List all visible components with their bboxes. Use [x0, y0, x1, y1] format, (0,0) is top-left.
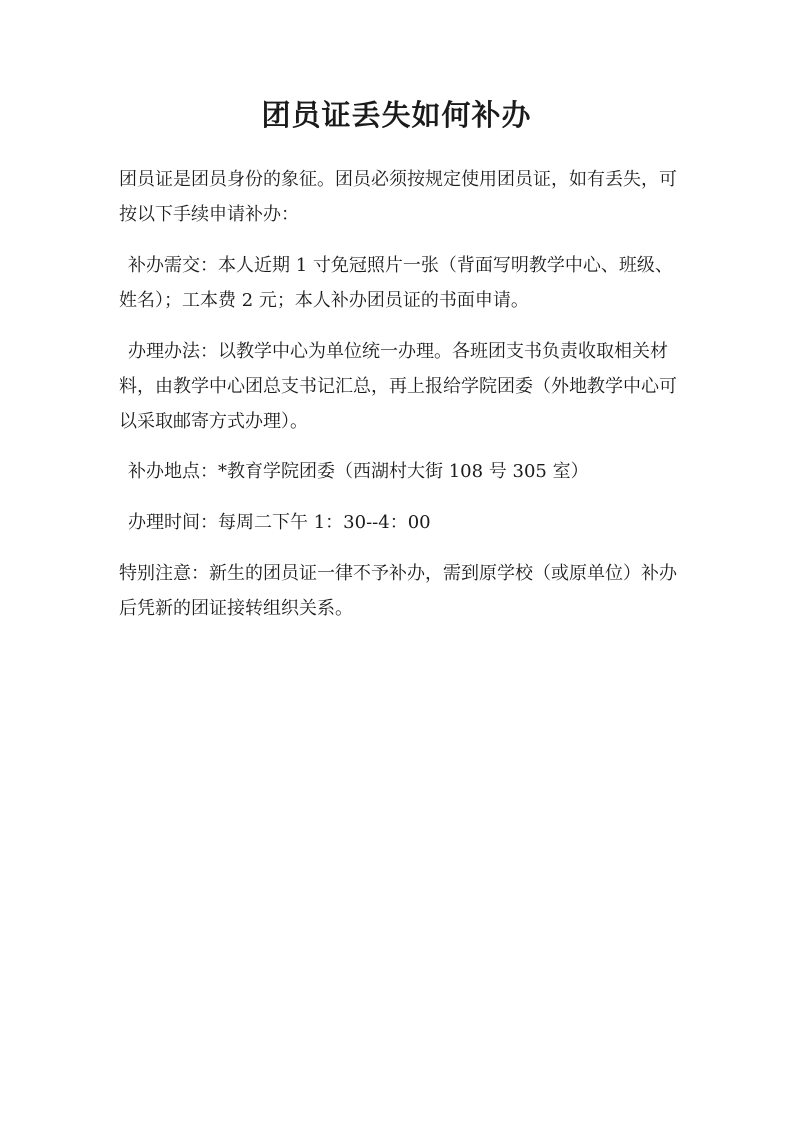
special-notice-paragraph: 特别注意：新生的团员证一律不予补办，需到原学校（或原单位）补办后凭新的团证接转组织关系。 — [119, 563, 677, 619]
document-title: 团员证丢失如何补办 — [261, 98, 532, 132]
location-paragraph: 补办地点：*教育学院团委（西湖村大街 108 号 305 室） — [128, 461, 589, 482]
office-hours-paragraph: 办理时间：每周二下午 1：30--4：00 — [128, 512, 431, 533]
required-materials-paragraph: 补办需交：本人近期 1 寸免冠照片一张（背面写明教学中心、班级、姓名）；工本费 2 元；本人补办团员证的书面申请。 — [119, 255, 673, 311]
intro-paragraph: 团员证是团员身份的象征。团员必须按规定使用团员证，如有丢失，可按以下手续申请补办： — [119, 169, 677, 225]
procedure-paragraph: 办理办法：以教学中心为单位统一办理。各班团支书负责收取相关材料，由教学中心团总支书记汇总，再上报给学院团委（外地教学中心可以采取邮寄方式办理）。 — [119, 341, 677, 432]
